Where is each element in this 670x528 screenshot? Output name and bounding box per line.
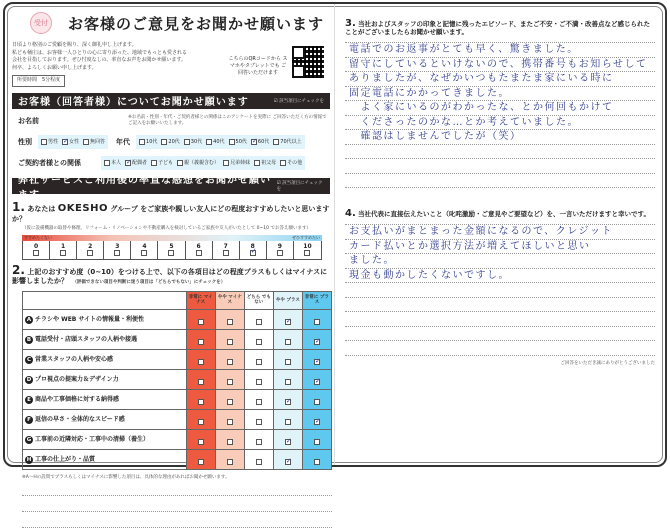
handwritten-line: 留守にしているといけないので、携帯番号もお知らせして	[345, 58, 655, 73]
rating-cell[interactable]	[302, 429, 331, 449]
gender-option[interactable]: ✓ 女性	[62, 138, 79, 145]
question-2-subtitle: （評価できない項目や判断に迷う項目は「どちらでもない」にチェックを）	[72, 279, 226, 285]
checkbox[interactable]	[198, 459, 204, 465]
handwritten-line: くださったのかな…とか考えていました。	[345, 116, 655, 131]
gender-options	[38, 135, 108, 149]
checkbox[interactable]	[83, 139, 89, 145]
relation-row	[12, 154, 330, 172]
intro-line: 私ども桶庄は、お客様一人ひとりの心に寄り添った、地域でもっとも愛される	[12, 49, 188, 56]
check-note: ☑ 該当項目にチェックを	[273, 98, 324, 104]
checkbox[interactable]	[227, 459, 233, 465]
rating-item-label: G 工事前の近隣対応・工事中の清掃（養生）	[23, 429, 187, 449]
question-3-answer[interactable]	[345, 42, 655, 188]
rating-cell[interactable]	[215, 349, 244, 369]
rating-cell[interactable]	[273, 449, 302, 469]
recommend-scale	[22, 235, 322, 260]
checkbox[interactable]	[223, 250, 229, 256]
section-title: お客様（回答者様）についてお聞かせ願います	[18, 97, 249, 108]
rating-cell[interactable]	[302, 369, 331, 389]
checkbox-checked[interactable]	[285, 439, 291, 445]
checkbox[interactable]	[139, 139, 145, 145]
rating-cell[interactable]	[244, 449, 273, 469]
rating-header-row	[23, 291, 332, 309]
rating-item-label: F 返信の早さ・全体的なスピード感	[23, 409, 187, 429]
checkbox[interactable]	[104, 160, 110, 166]
checkbox[interactable]	[223, 160, 229, 166]
checkbox[interactable]	[227, 419, 233, 425]
intro-line: 会社を目指しております。ぜひ忖度なしの、率直なお声をお聞かせ願います。	[12, 57, 187, 63]
checkbox[interactable]	[256, 439, 262, 445]
rating-cell[interactable]	[244, 369, 273, 389]
checkbox[interactable]	[141, 250, 147, 256]
checkbox[interactable]	[280, 160, 286, 166]
checkbox[interactable]	[151, 160, 157, 166]
answer-line[interactable]	[22, 512, 332, 528]
letter-badge-icon: E	[25, 396, 33, 404]
scale-number: 6	[196, 242, 201, 250]
checkbox[interactable]	[161, 139, 167, 145]
checkbox-checked[interactable]	[285, 319, 291, 325]
page-title: お客様のご意見をお聞かせ願います	[68, 14, 325, 33]
checkbox[interactable]	[196, 250, 202, 256]
scale-option[interactable]	[186, 241, 213, 259]
handwritten-line: お支払いがまとまった金額になるので、クレジット	[345, 225, 655, 240]
checkbox[interactable]	[206, 139, 212, 145]
letter-badge-icon: F	[25, 416, 33, 424]
rating-row	[23, 429, 332, 449]
checkbox[interactable]	[227, 339, 233, 345]
col-very-positive: 非常に プラス	[302, 291, 331, 309]
col-very-negative: 非常に マイナス	[186, 291, 215, 309]
question-3-title: 3. 当社およびスタッフの印象と記憶に残ったエピソード、またご不安・ご不満・改善点など感じられたことがございましたらお聞かせ願います。	[345, 18, 650, 36]
rating-cell[interactable]	[186, 429, 215, 449]
scale-number: 2	[88, 242, 93, 250]
rating-cell[interactable]	[186, 389, 215, 409]
age-option[interactable]: 70代以上	[273, 138, 301, 145]
checkbox[interactable]	[256, 319, 262, 325]
handwritten-line	[345, 312, 655, 327]
scale-number: 5	[169, 242, 174, 250]
rating-cell[interactable]	[302, 389, 331, 409]
impressions-section-header	[12, 174, 330, 201]
letter-badge-icon: A	[26, 317, 32, 323]
letter-badge-icon: H	[26, 457, 32, 463]
scale-option[interactable]	[294, 241, 321, 259]
handwritten-line: 現金も動かしたくないですし。	[345, 269, 655, 284]
scale-option[interactable]	[213, 241, 240, 259]
checkbox-checked[interactable]	[250, 250, 256, 256]
relation-label: ご契約者様との関係	[18, 158, 81, 167]
gender-age-row	[12, 133, 330, 151]
checkbox[interactable]	[285, 379, 291, 385]
question-1	[12, 200, 330, 260]
age-options	[136, 135, 305, 149]
right-column	[345, 20, 655, 366]
checkbox[interactable]	[227, 379, 233, 385]
checkbox[interactable]	[198, 399, 204, 405]
handwritten-line	[345, 327, 655, 342]
rating-cell[interactable]	[273, 409, 302, 429]
rating-item-label: E 商品や工事価格に対する納得感	[23, 389, 187, 409]
intro-text	[12, 42, 212, 87]
rating-cell[interactable]	[302, 309, 331, 329]
checkbox[interactable]	[227, 319, 233, 325]
age-option[interactable]: 30代	[184, 138, 202, 145]
rating-cell[interactable]	[244, 349, 273, 369]
scale-low-label: すすめたくない	[24, 234, 53, 240]
rating-row	[23, 369, 332, 389]
checkbox[interactable]	[198, 419, 204, 425]
scale-number: 1	[61, 242, 66, 250]
handwritten-line	[345, 174, 655, 189]
checkbox[interactable]	[285, 339, 291, 345]
rating-cell[interactable]	[244, 329, 273, 349]
rating-row	[23, 329, 332, 349]
checkbox-checked[interactable]	[285, 459, 291, 465]
rating-cell[interactable]	[273, 369, 302, 389]
brand-name: OKESHO	[57, 202, 108, 214]
age-option[interactable]: 20代	[161, 138, 179, 145]
rating-cell[interactable]	[244, 409, 273, 429]
respondent-section-header	[12, 93, 330, 109]
rating-item-label: A チラシや WEB サイトの情報量・利便性	[23, 309, 187, 329]
checkbox[interactable]	[277, 250, 283, 256]
letter-badge-icon: D	[26, 377, 32, 383]
rating-cell[interactable]	[244, 429, 273, 449]
scale-number: 3	[115, 242, 120, 250]
checkbox-checked[interactable]	[62, 139, 68, 145]
scale-high-label: ぜひすすめたい	[291, 234, 320, 240]
checkbox-checked[interactable]	[125, 160, 131, 166]
rating-cell[interactable]	[273, 329, 302, 349]
rating-cell[interactable]	[215, 329, 244, 349]
checkbox[interactable]	[198, 359, 204, 365]
rating-row	[23, 349, 332, 369]
survey-header	[12, 8, 330, 38]
scale-number: 7	[223, 242, 228, 250]
scale-option[interactable]	[131, 241, 158, 259]
rating-cell[interactable]	[244, 389, 273, 409]
rating-cell[interactable]	[186, 349, 215, 369]
letter-badge-icon: G	[26, 437, 32, 443]
relation-option[interactable]: 本人	[104, 159, 121, 166]
question-2	[12, 262, 330, 528]
rating-item-label: C 営業スタッフの人柄や安心感	[23, 349, 187, 369]
scale-option[interactable]	[77, 241, 104, 259]
checkbox[interactable]	[256, 379, 262, 385]
checkbox[interactable]	[227, 359, 233, 365]
col-neutral: どちら でもない	[244, 291, 273, 309]
rating-row	[23, 449, 332, 469]
rating-cell[interactable]	[302, 409, 331, 429]
answer-line[interactable]	[22, 480, 332, 496]
checkbox[interactable]	[198, 339, 204, 345]
checkbox[interactable]	[285, 359, 291, 365]
checkbox[interactable]	[256, 419, 262, 425]
checkbox[interactable]	[314, 439, 320, 445]
handwritten-line: ました。	[345, 254, 655, 269]
intro-line: 日頃より格別のご愛顧を賜り、深く御礼申し上げます。	[12, 42, 137, 48]
rating-cell[interactable]	[186, 449, 215, 469]
rating-cell[interactable]	[273, 309, 302, 329]
answer-line[interactable]	[22, 496, 332, 512]
question-4-title: 4. 当社代表に直接伝えたいこと（叱咤激励・ご意見やご要望など）を、一言いただけますと幸いです。	[345, 208, 651, 219]
stamp-icon: 受付	[30, 12, 52, 34]
rating-cell[interactable]	[215, 309, 244, 329]
checkbox[interactable]	[256, 339, 262, 345]
scale-option[interactable]	[50, 241, 77, 259]
qr-code-icon[interactable]	[292, 46, 324, 78]
handwritten-line	[345, 341, 655, 356]
checkbox[interactable]	[314, 319, 320, 325]
section-title: 弊社サービスご利用後の率直な感想をお聞かせ願います	[18, 174, 271, 201]
rating-cell[interactable]	[215, 429, 244, 449]
question-2-title: 2. 上記のおすすめ度（0~10）をつける上で、以下の各項目はどの程度プラスもしくはマイナスに影響しましたか？ （評価できない項目や判断に迷う項目は「どちらでもない」にチェックを）	[12, 262, 328, 285]
checkbox[interactable]	[198, 319, 204, 325]
question-1-subtitle: （仮に設備機器の取替や修理、リフォーム・リノベーションや不動産購入を検討しているご家族や友人がいたとして 0~10 でお答え願います）	[22, 225, 311, 231]
rating-cell[interactable]	[302, 349, 331, 369]
intro-line: 何卒、よろしくお願い申し上げます。	[12, 64, 97, 71]
checkbox-checked[interactable]	[285, 399, 291, 405]
column-divider	[334, 4, 335, 465]
name-row	[12, 109, 330, 133]
handwritten-line	[345, 283, 655, 298]
relation-option[interactable]: その他	[280, 159, 302, 166]
age-option[interactable]: 10代	[139, 138, 157, 145]
checkbox[interactable]	[184, 139, 190, 145]
checkbox[interactable]	[314, 459, 320, 465]
thanks-note: ご回答をいただき誠にありがとうございました	[560, 360, 655, 366]
checkbox[interactable]	[285, 419, 291, 425]
scale-number: 9	[277, 242, 282, 250]
checkbox[interactable]	[87, 250, 93, 256]
handwritten-line: 固定電話にかかってきました。	[345, 87, 655, 102]
checkbox[interactable]	[114, 250, 120, 256]
letter-badge-icon: B	[26, 337, 32, 343]
rating-cell[interactable]	[215, 369, 244, 389]
checkbox[interactable]	[254, 160, 260, 166]
relation-option[interactable]: 祖父母	[254, 159, 276, 166]
checkbox[interactable]	[198, 379, 204, 385]
checkbox-checked[interactable]	[314, 339, 320, 345]
age-option[interactable]: 50代	[229, 138, 247, 145]
checkbox[interactable]	[60, 250, 66, 256]
checkbox[interactable]	[41, 139, 47, 145]
relation-option[interactable]: 親（義親含む）	[177, 159, 219, 166]
checkbox[interactable]	[33, 250, 39, 256]
age-option[interactable]: ✓ 60代	[251, 138, 269, 145]
scale-option[interactable]	[104, 241, 131, 259]
handwritten-line	[345, 145, 655, 160]
rating-row	[23, 389, 332, 409]
scale-option[interactable]	[267, 241, 294, 259]
rating-row	[23, 309, 332, 329]
relation-option[interactable]: 子ども	[151, 159, 173, 166]
handwritten-line: ありましたが、なぜかいつもたまたま家にいる時に	[345, 72, 655, 87]
handwritten-line	[345, 159, 655, 174]
handwritten-line	[345, 298, 655, 313]
handwritten-line: 電話でのお返事がとても早く、驚きました。	[345, 43, 655, 58]
checkbox-checked[interactable]	[314, 359, 320, 365]
checkbox[interactable]	[198, 439, 204, 445]
scale-option[interactable]	[240, 241, 267, 259]
rating-cell[interactable]	[215, 409, 244, 429]
scale-number: 8	[250, 242, 255, 250]
relation-option[interactable]: 兄弟姉妹	[223, 159, 250, 166]
empty-header	[23, 291, 187, 309]
rating-cell[interactable]	[215, 449, 244, 469]
rating-cell[interactable]	[186, 309, 215, 329]
checkbox[interactable]	[256, 399, 262, 405]
rating-footnote: ※A～Hの設問でプラスもしくはマイナスに影響した項目は、具体的な理由があればお聞かせ願います。	[22, 474, 230, 480]
gender-label: 性別	[18, 137, 32, 146]
rating-table	[22, 291, 332, 470]
check-note: ☑ 該当項目にチェックを	[276, 180, 323, 192]
age-label: 年代	[116, 137, 131, 146]
checkbox[interactable]	[177, 160, 183, 166]
checkbox[interactable]	[256, 459, 262, 465]
relation-option[interactable]: ✓ 配偶者	[125, 159, 147, 166]
checkbox[interactable]	[304, 250, 310, 256]
handwritten-line: カード払いとか選択方法が増えてほしいと思い	[345, 240, 655, 255]
rating-item-label: B 電話受付・店頭スタッフの人柄や接遇	[23, 329, 187, 349]
rating-cell[interactable]	[273, 349, 302, 369]
checkbox[interactable]	[273, 139, 279, 145]
age-option[interactable]: 40代	[206, 138, 224, 145]
checkbox[interactable]	[168, 250, 174, 256]
scale-number: 0	[33, 242, 39, 250]
qr-note: こちらのQRコードから スマホやタブレットでも ご回答いただけます	[228, 56, 288, 76]
rating-item-label: D プロ視点の提案力＆デザイン力	[23, 369, 187, 389]
scale-number: 4	[142, 242, 147, 250]
col-somewhat-negative: やや マイナス	[215, 291, 244, 309]
rating-cell[interactable]	[273, 429, 302, 449]
gender-option[interactable]: 男性	[41, 138, 58, 145]
relation-options	[101, 156, 305, 170]
rating-cell[interactable]	[186, 329, 215, 349]
time-required-badge: 所要時間 5分程度	[12, 75, 65, 87]
scale-number: 10	[303, 242, 312, 250]
scale-option[interactable]	[23, 241, 50, 259]
rating-cell[interactable]	[273, 389, 302, 409]
rating-cell[interactable]	[302, 449, 331, 469]
name-note: ※お名前・性別・年代・ご契約者様との関係はこのアンケートを実際に ご回答いただく方の情報でご記入をお願いいたします。	[128, 114, 327, 126]
rating-cell[interactable]	[186, 409, 215, 429]
name-label: お名前	[18, 116, 39, 125]
col-somewhat-positive: やや プラス	[273, 291, 302, 309]
letter-badge-icon: C	[26, 357, 32, 363]
rating-cell[interactable]	[186, 369, 215, 389]
rating-cell[interactable]	[302, 329, 331, 349]
rating-row	[23, 409, 332, 429]
intro	[12, 42, 330, 87]
question-1-title: 1. あなたは OKESHO グループ をご家族や親しい友人にどの程度おすすめしたいと思いますか？	[12, 199, 330, 223]
question-4-answer[interactable]	[345, 224, 655, 356]
checkbox[interactable]	[256, 359, 262, 365]
rating-cell[interactable]	[215, 389, 244, 409]
checkbox-checked[interactable]	[314, 379, 320, 385]
checkbox[interactable]	[227, 399, 233, 405]
checkbox-checked[interactable]	[314, 419, 320, 425]
handwritten-line: よく家にいるのがわかったな、とか何回もかけて	[345, 101, 655, 116]
rating-cell[interactable]	[244, 309, 273, 329]
rating-item-label: H 工事の仕上がり・品質	[23, 449, 187, 469]
scale-options	[22, 241, 322, 260]
gender-option[interactable]: 無回答	[83, 138, 105, 145]
checkbox[interactable]	[227, 439, 233, 445]
checkbox-checked[interactable]	[251, 139, 257, 145]
handwritten-line: 確認はしませんでしたが（笑）	[345, 130, 655, 145]
scale-option[interactable]	[158, 241, 185, 259]
checkbox[interactable]	[229, 139, 235, 145]
left-column	[12, 8, 330, 528]
checkbox[interactable]	[314, 399, 320, 405]
